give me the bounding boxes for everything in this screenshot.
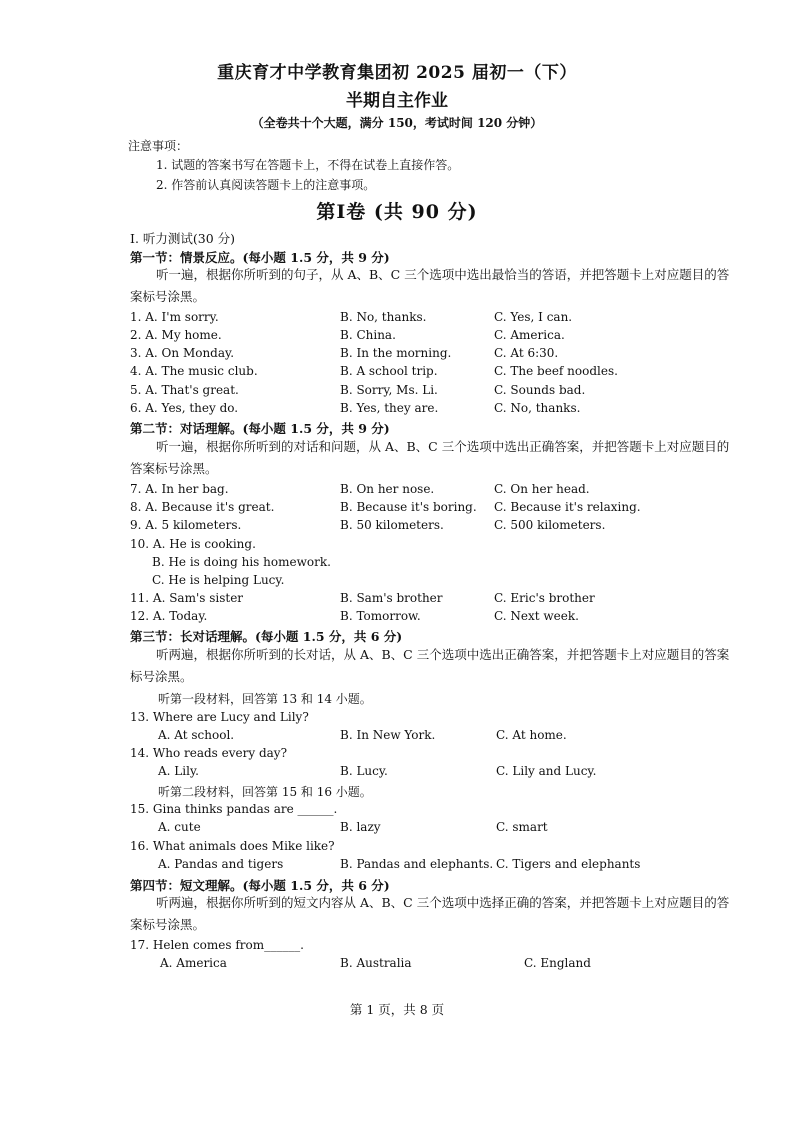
question-stem: 14. Who reads every day? bbox=[130, 746, 288, 760]
part1-heading: 第一节：情景反应。(每小题 1.5 分，共 9 分) bbox=[130, 250, 390, 265]
option-b: B. No, thanks. bbox=[340, 310, 427, 324]
option-c: C. smart bbox=[496, 820, 548, 834]
part3-heading: 第三节：长对话理解。(每小题 1.5 分，共 6 分) bbox=[130, 629, 403, 644]
page-number: 第 1 页，共 8 页 bbox=[349, 1002, 445, 1017]
option-b: B. In New York. bbox=[340, 728, 436, 742]
option-a: 6. A. Yes, they do. bbox=[130, 401, 239, 415]
material-note: 听第一段材料，回答第 13 和 14 小题。 bbox=[158, 692, 372, 706]
exam-subtitle: （全卷共十个大题，满分 150，考试时间 120 分钟） bbox=[251, 116, 543, 130]
part4-instruction: 听两遍，根据你所听到的短文内容从 A、B、C 三个选项中选择正确的答案，并把答题卡上对应题目的答案标号涂黑。 bbox=[130, 895, 730, 932]
option-c: C. Because it's relaxing. bbox=[494, 500, 641, 514]
option-a: 4. A. The music club. bbox=[130, 364, 258, 378]
option-a: A. America bbox=[160, 956, 227, 970]
option-b: B. He is doing his homework. bbox=[152, 555, 331, 569]
option-c: C. The beef noodles. bbox=[494, 364, 618, 378]
option-a: 7. A. In her bag. bbox=[130, 482, 229, 496]
option-b: B. Australia bbox=[340, 956, 412, 970]
part2-heading: 第二节：对话理解。(每小题 1.5 分，共 9 分) bbox=[130, 421, 390, 436]
option-c: C. Eric's brother bbox=[494, 591, 595, 605]
option-c: C. At home. bbox=[496, 728, 567, 742]
option-c: C. Sounds bad. bbox=[494, 383, 586, 397]
option-c: C. Tigers and elephants bbox=[496, 857, 641, 871]
option-c: C. No, thanks. bbox=[494, 401, 581, 415]
option-b: B. China. bbox=[340, 328, 396, 342]
option-c: C. On her head. bbox=[494, 482, 590, 496]
option-c: C. Yes, I can. bbox=[494, 310, 573, 324]
option-c: C. Lily and Lucy. bbox=[496, 764, 597, 778]
option-c: C. Next week. bbox=[494, 609, 579, 623]
option-a: 1. A. I'm sorry. bbox=[130, 310, 219, 324]
exam-title: 重庆育才中学教育集团初 2025 届初一（下） bbox=[217, 63, 577, 83]
question-stem: 16. What animals does Mike like? bbox=[130, 839, 335, 853]
option-a: 11. A. Sam's sister bbox=[130, 591, 244, 605]
part3-instruction: 听两遍，根据你所听到的长对话，从 A、B、C 三个选项中选出正确答案，并把答题卡上对应题目的答案标号涂黑。 bbox=[130, 647, 730, 684]
option-b: B. Pandas and elephants. bbox=[340, 857, 494, 871]
option-c: C. He is helping Lucy. bbox=[152, 573, 285, 587]
option-a: 8. A. Because it's great. bbox=[130, 500, 275, 514]
option-b: B. Tomorrow. bbox=[340, 609, 421, 623]
part2-instruction: 听一遍，根据你所听到的对话和问题，从 A、B、C 三个选项中选出正确答案，并把答题卡上对应题目的答案标号涂黑。 bbox=[130, 439, 730, 476]
option-a: 12. A. Today. bbox=[130, 609, 208, 623]
option-b: B. Sam's brother bbox=[340, 591, 443, 605]
material-note: 听第二段材料，回答第 15 和 16 小题。 bbox=[158, 785, 372, 799]
section-heading: Ⅰ. 听力测试(30 分) bbox=[130, 231, 236, 246]
option-a: 3. A. On Monday. bbox=[130, 346, 235, 360]
option-a: 5. A. That's great. bbox=[130, 383, 239, 397]
option-b: B. Because it's boring. bbox=[340, 500, 477, 514]
part4-heading: 第四节：短文理解。(每小题 1.5 分，共 6 分) bbox=[130, 878, 390, 893]
volume-title: 第Ⅰ卷 (共 90 分) bbox=[316, 201, 478, 223]
option-c: C. At 6:30. bbox=[494, 346, 559, 360]
option-c: C. England bbox=[524, 956, 591, 970]
question-stem: 13. Where are Lucy and Lily? bbox=[130, 710, 309, 724]
option-b: B. Yes, they are. bbox=[340, 401, 439, 415]
option-a: A. Pandas and tigers bbox=[158, 857, 284, 871]
note-item: 2. 作答前认真阅读答题卡上的注意事项。 bbox=[156, 178, 376, 192]
option-a: 2. A. My home. bbox=[130, 328, 222, 342]
option-b: B. A school trip. bbox=[340, 364, 438, 378]
option-b: B. 50 kilometers. bbox=[340, 518, 444, 532]
option-a: 10. A. He is cooking. bbox=[130, 537, 256, 551]
option-a: A. Lily. bbox=[158, 764, 199, 778]
option-b: B. Lucy. bbox=[340, 764, 388, 778]
option-b: B. In the morning. bbox=[340, 346, 452, 360]
exam-title-line2: 半期自主作业 bbox=[346, 91, 448, 111]
option-c: C. America. bbox=[494, 328, 565, 342]
note-item: 1. 试题的答案书写在答题卡上，不得在试卷上直接作答。 bbox=[156, 158, 460, 172]
option-a: 9. A. 5 kilometers. bbox=[130, 518, 242, 532]
option-b: B. lazy bbox=[340, 820, 381, 834]
option-b: B. On her nose. bbox=[340, 482, 435, 496]
option-c: C. 500 kilometers. bbox=[494, 518, 606, 532]
option-b: B. Sorry, Ms. Li. bbox=[340, 383, 438, 397]
question-stem: 15. Gina thinks pandas are ______. bbox=[130, 802, 338, 816]
question-stem: 17. Helen comes from______. bbox=[130, 938, 304, 952]
option-a: A. At school. bbox=[158, 728, 235, 742]
option-a: A. cute bbox=[158, 820, 201, 834]
part1-instruction: 听一遍，根据你所听到的句子，从 A、B、C 三个选项中选出最恰当的答语，并把答题卡上对应题目的答案标号涂黑。 bbox=[130, 267, 730, 304]
notes-heading: 注意事项： bbox=[128, 139, 189, 153]
